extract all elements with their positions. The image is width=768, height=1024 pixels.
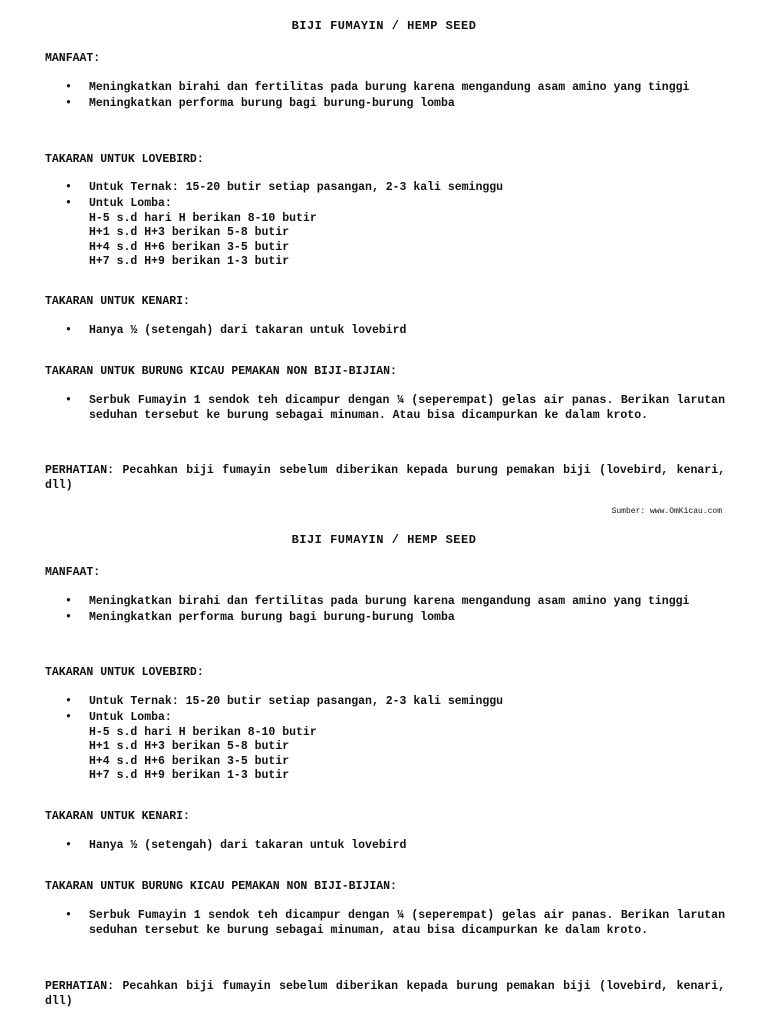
perhatian-note: PERHATIAN: Pecahkan biji fumayin sebelum diberikan kepada burung pemakan biji (lovebird, kenari, dll) xyxy=(45,980,725,1008)
list-item: • Serbuk Fumayin 1 sendok teh dicampur dengan ¼ (seperempat) gelas air panas. Berikan larutan seduhan tersebut ke burung sebagai minuman. Atau bisa dicampurkan ke dalam kroto. xyxy=(45,394,725,423)
lomba-line: H-5 s.d hari H berikan 8-10 butir xyxy=(89,211,317,225)
section-heading-manfaat: MANFAAT: xyxy=(45,52,101,65)
source-credit: Sumber: www.OmKicau.com xyxy=(611,507,722,516)
list-item: • Meningkatkan birahi dan fertilitas pada burung karena mengandung asam amino yang tinggi xyxy=(45,81,725,96)
list-item-lomba xyxy=(45,711,725,784)
list-item-ternak: • Untuk Ternak: 15-20 butir setiap pasangan, 2-3 kali seminggu xyxy=(45,181,725,196)
lovebird-list xyxy=(45,181,725,271)
section-heading-nonbiji: TAKARAN UNTUK BURUNG KICAU PEMAKAN NON BIJI-BIJIAN: xyxy=(45,880,397,893)
list-item: • Hanya ½ (setengah) dari takaran untuk lovebird xyxy=(45,839,725,854)
lomba-line: H+4 s.d H+6 berikan 3-5 butir xyxy=(89,754,290,768)
lomba-label: • Untuk Lomba: xyxy=(89,711,172,724)
page-title: BIJI FUMAYIN / HEMP SEED xyxy=(291,533,477,547)
page-title: BIJI FUMAYIN / HEMP SEED xyxy=(291,19,477,33)
list-item: • Meningkatkan performa burung bagi burung-burung lomba xyxy=(45,611,725,626)
section-heading-lovebird: TAKARAN UNTUK LOVEBIRD: xyxy=(45,153,204,166)
section-heading-kenari: TAKARAN UNTUK KENARI: xyxy=(45,295,190,308)
nonbiji-list xyxy=(45,909,725,940)
manfaat-list xyxy=(45,595,725,627)
list-item-lomba xyxy=(45,197,725,270)
list-item: • Meningkatkan performa burung bagi burung-burung lomba xyxy=(45,97,725,112)
manfaat-list xyxy=(45,81,725,113)
lomba-label: • Untuk Lomba: xyxy=(89,197,172,210)
kenari-list xyxy=(45,839,725,855)
lomba-line: H-5 s.d hari H berikan 8-10 butir xyxy=(89,725,317,739)
lomba-line: H+1 s.d H+3 berikan 5-8 butir xyxy=(89,226,290,239)
list-item: • Hanya ½ (setengah) dari takaran untuk lovebird xyxy=(45,324,725,339)
section-heading-kenari: TAKARAN UNTUK KENARI: xyxy=(45,810,190,823)
lomba-line: H+1 s.d H+3 berikan 5-8 butir xyxy=(89,740,290,753)
lovebird-list xyxy=(45,695,725,785)
lomba-line: H+4 s.d H+6 berikan 3-5 butir xyxy=(89,240,290,254)
lomba-line: H+7 s.d H+9 berikan 1-3 butir xyxy=(89,769,290,782)
nonbiji-list xyxy=(45,394,725,425)
kenari-list xyxy=(45,324,725,340)
section-heading-lovebird: TAKARAN UNTUK LOVEBIRD: xyxy=(45,666,204,679)
perhatian-note: PERHATIAN: Pecahkan biji fumayin sebelum diberikan kepada burung pemakan biji (lovebird, kenari, dll) xyxy=(45,464,725,492)
lomba-line: H+7 s.d H+9 berikan 1-3 butir xyxy=(89,255,290,268)
list-item: • Meningkatkan birahi dan fertilitas pada burung karena mengandung asam amino yang tinggi xyxy=(45,595,725,610)
section-heading-nonbiji: TAKARAN UNTUK BURUNG KICAU PEMAKAN NON BIJI-BIJIAN: xyxy=(45,365,397,378)
section-heading-manfaat: MANFAAT: xyxy=(45,566,101,579)
list-item-ternak: • Untuk Ternak: 15-20 butir setiap pasangan, 2-3 kali seminggu xyxy=(45,695,725,710)
list-item: • Serbuk Fumayin 1 sendok teh dicampur dengan ¼ (seperempat) gelas air panas. Berikan larutan seduhan tersebut ke burung sebagai minuman, atau bisa dicampurkan ke dalam kroto. xyxy=(45,909,725,938)
